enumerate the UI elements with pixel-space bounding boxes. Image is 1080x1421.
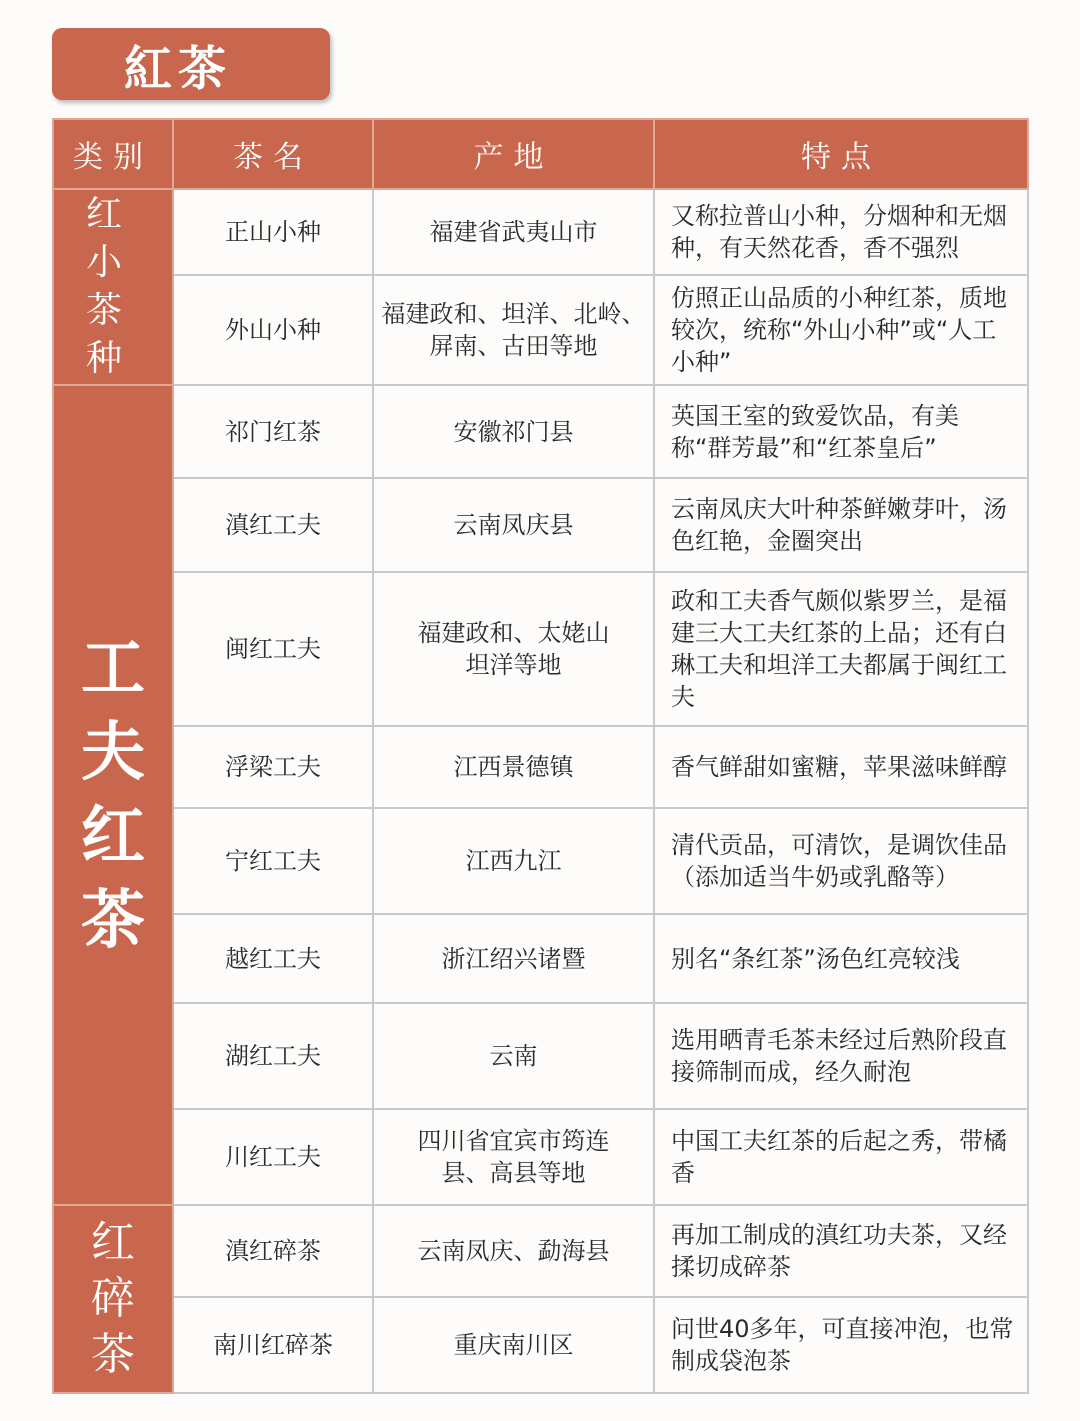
table-row (53, 1109, 1028, 1205)
tea-feature: 别名“条红茶”汤色红亮较浅 (654, 914, 1028, 1003)
tea-origin: 四川省宜宾市筠连县、高县等地 (373, 1109, 654, 1205)
tea-name: 宁红工夫 (173, 808, 373, 914)
table-header-row (53, 119, 1028, 189)
table-row (53, 572, 1028, 726)
category-cell-broken (53, 1205, 173, 1393)
category-line: 夫 (81, 716, 145, 790)
table-row (53, 914, 1028, 1003)
tea-origin: 云南 (373, 1003, 654, 1109)
tea-name: 正山小种 (173, 189, 373, 275)
header-category: 类别 (53, 119, 173, 189)
header-tea-name: 茶名 (173, 119, 373, 189)
tea-name: 闽红工夫 (173, 572, 373, 726)
tea-origin: 重庆南川区 (373, 1297, 654, 1393)
tea-origin: 云南凤庆县 (373, 478, 654, 572)
tea-name: 外山小种 (173, 275, 373, 385)
table-row (53, 189, 1028, 275)
tea-feature: 选用晒青毛茶未经过后熟阶段直接筛制而成，经久耐泡 (654, 1003, 1028, 1109)
header-origin: 产地 (373, 119, 654, 189)
tea-feature: 云南凤庆大叶种茶鲜嫩芽叶，汤色红艳，金圈突出 (654, 478, 1028, 572)
table-row (53, 1003, 1028, 1109)
black-tea-table (52, 118, 1029, 1394)
category-line: 工 (81, 632, 145, 706)
header-features: 特点 (654, 119, 1028, 189)
tea-feature: 中国工夫红茶的后起之秀，带橘香 (654, 1109, 1028, 1205)
table-row (53, 1297, 1028, 1393)
category-cell-souchong (53, 189, 173, 385)
tea-name: 湖红工夫 (173, 1003, 373, 1109)
tea-feature: 仿照正山品质的小种红茶，质地较次，统称“外山小种”或“人工小种” (654, 275, 1028, 385)
tea-name: 越红工夫 (173, 914, 373, 1003)
tea-origin: 安徽祁门县 (373, 385, 654, 478)
category-cell-gongfu (53, 385, 173, 1205)
tea-origin: 云南凤庆、勐海县 (373, 1205, 654, 1297)
tea-feature: 英国王室的致爱饮品，有美称“群芳最”和“红茶皇后” (654, 385, 1028, 478)
tea-feature: 香气鲜甜如蜜糖，苹果滋味鲜醇 (654, 726, 1028, 808)
table-row (53, 385, 1028, 478)
tea-feature: 又称拉普山小种，分烟种和无烟种，有天然花香，香不强烈 (654, 189, 1028, 275)
tea-name: 滇红碎茶 (173, 1205, 373, 1297)
category-line: 碎 (91, 1273, 135, 1324)
page-title: 紅茶 (52, 28, 330, 100)
table-row (53, 275, 1028, 385)
tea-origin: 江西景德镇 (373, 726, 654, 808)
category-line: 红 小 (85, 194, 140, 283)
tea-origin: 福建省武夷山市 (373, 189, 654, 275)
table-row (53, 726, 1028, 808)
category-line: 红 (91, 1217, 135, 1268)
tea-feature: 政和工夫香气颇似紫罗兰，是福建三大工夫红茶的上品；还有白琳工夫和坦洋工夫都属于闽红工夫 (654, 572, 1028, 726)
tea-origin: 福建政和、太姥山坦洋等地 (373, 572, 654, 726)
table-row (53, 808, 1028, 914)
table-row (53, 1205, 1028, 1297)
tea-origin: 浙江绍兴诸暨 (373, 914, 654, 1003)
category-line: 茶 (81, 884, 145, 958)
tea-name: 南川红碎茶 (173, 1297, 373, 1393)
tea-feature: 再加工制成的滇红功夫茶，又经揉切成碎茶 (654, 1205, 1028, 1297)
tea-name: 滇红工夫 (173, 478, 373, 572)
category-line: 茶 种 (85, 290, 140, 379)
tea-origin: 福建政和、坦洋、北岭、屏南、古田等地 (373, 275, 654, 385)
category-line: 红 (81, 800, 145, 874)
tea-name: 祁门红茶 (173, 385, 373, 478)
tea-feature: 清代贡品，可清饮，是调饮佳品（添加适当牛奶或乳酪等） (654, 808, 1028, 914)
category-line: 茶 (91, 1329, 135, 1380)
table-row (53, 478, 1028, 572)
tea-name: 浮梁工夫 (173, 726, 373, 808)
tea-name: 川红工夫 (173, 1109, 373, 1205)
tea-origin: 江西九江 (373, 808, 654, 914)
tea-feature: 问世40多年，可直接冲泡，也常制成袋泡茶 (654, 1297, 1028, 1393)
